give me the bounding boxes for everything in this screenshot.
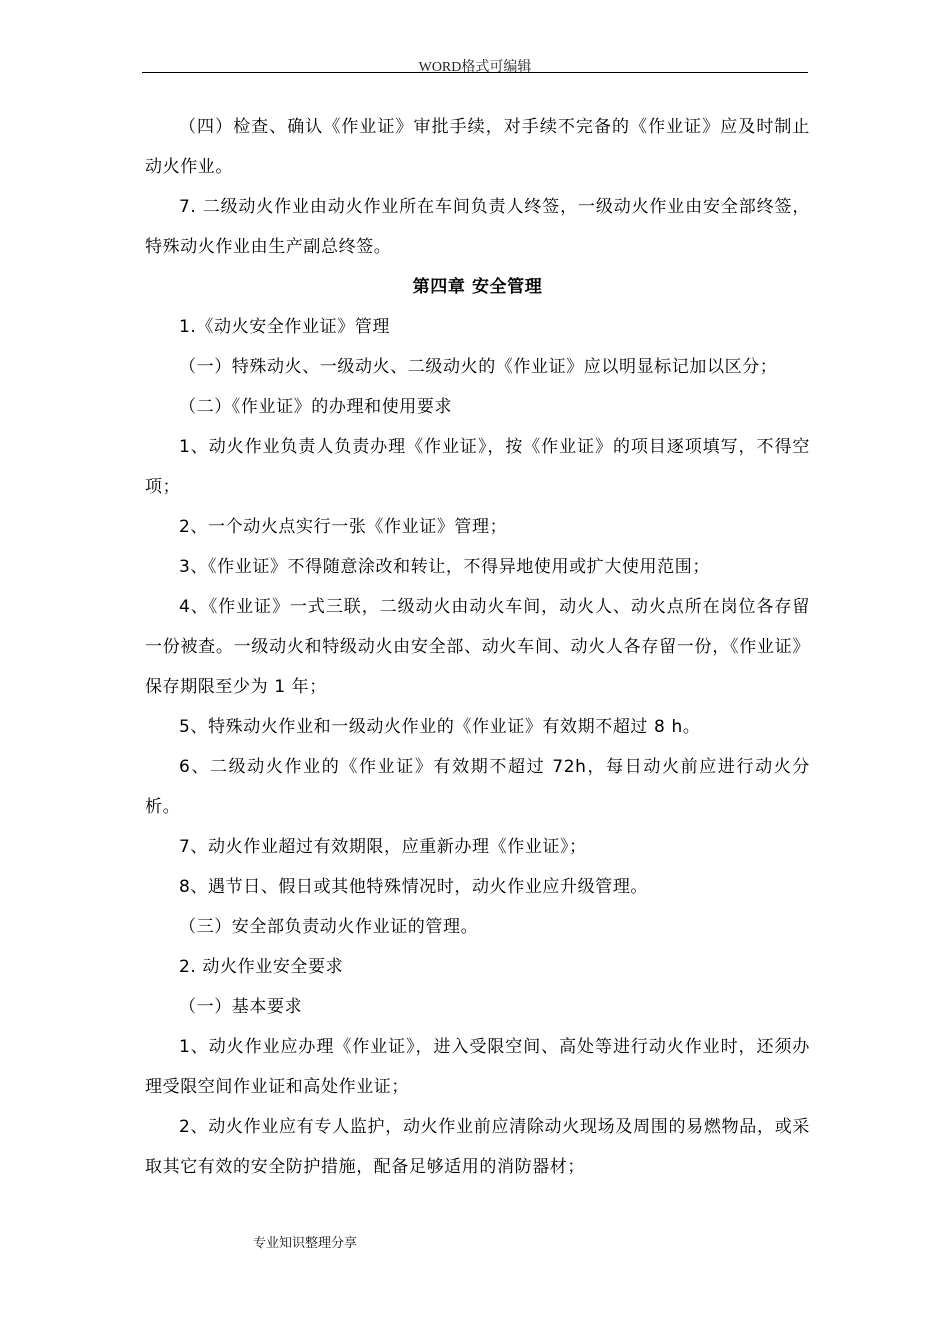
list-item-8: 8、遇节日、假日或其他特殊情况时，动火作业应升级管理。 [179,877,649,897]
paragraph-subsection-3: （三）安全部负责动火作业证的管理。 [179,917,479,937]
chapter-heading: 第四章 安全管理 [412,277,543,297]
list-item-1: 1、动火作业负责人负责办理《作业证》，按《作业证》的项目逐项填写，不得空项； [145,437,810,497]
list-item-2: 2、一个动火点实行一张《作业证》管理； [179,517,508,537]
section-heading-safety-requirements: 2. 动火作业安全要求 [179,957,344,977]
list-item-3: 3、《作业证》不得随意涂改和转让，不得异地使用或扩大使用范围； [179,557,710,577]
list-item-4: 4、《作业证》一式三联，二级动火由动火车间，动火人、动火点所在岗位各存留一份被查。一级动火和特级动火由安全部、动火车间、动火人各存留一份，《作业证》保存期限至少为 1 年； [145,597,810,697]
paragraph-check-permit: （四）检查、确认《作业证》审批手续，对手续不完备的《作业证》应及时制止动火作业。 [145,117,810,177]
header-rule [142,72,808,73]
document-body [145,107,810,1187]
paragraph-subsection-2: （二）《作业证》的办理和使用要求 [179,397,453,417]
list-item-5: 5、特殊动火作业和一级动火作业的《作业证》有效期不超过 8 h。 [179,717,701,737]
requirement-item-1: 1、动火作业应办理《作业证》，进入受限空间、高处等进行动火作业时，还须办理受限空间作业证和高处作业证； [145,1037,810,1097]
paragraph-subsection-1: （一）特殊动火、一级动火、二级动火的《作业证》应以明显标记加以区分； [179,357,778,377]
section-heading-permit-management: 1.《动火安全作业证》管理 [179,317,391,337]
list-item-6: 6、二级动火作业的《作业证》有效期不超过 72h，每日动火前应进行动火分析。 [145,757,810,817]
list-item-7: 7、动火作业超过有效期限，应重新办理《作业证》； [179,837,587,857]
page-header: WORD格式可编辑 [418,60,532,75]
page-footer: 专业知识整理分享 [253,1236,358,1251]
paragraph-item-7-signoff: 7. 二级动火作业由动火作业所在车间负责人终签，一级动火作业由安全部终签，特殊动火作业由生产副总终签。 [145,197,810,257]
paragraph-basic-requirements: （一）基本要求 [179,997,303,1017]
requirement-item-2: 2、动火作业应有专人监护，动火作业前应清除动火现场及周围的易燃物品，或采取其它有效的安全防护措施，配备足够适用的消防器材； [145,1117,810,1177]
